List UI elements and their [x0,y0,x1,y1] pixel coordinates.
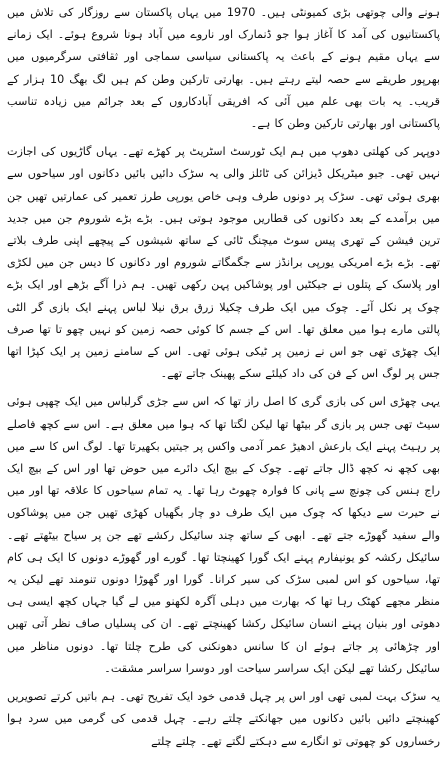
paragraph-1: ہونے والی چوتھی بڑی کمیونٹی ہیں۔ 1970 میں یہاں پاکستان سے روزگار کی تلاش میں پاکستانیوں کی آمد کا آغاز ہوا جو ڈنمارک اور ناروے میں آباد ہونا شروع ہوئے۔ ایک زمانے سے یہاں مقیم ہونے کے باعث یہ پاکستانی سیاسی سماجی اور ثقافتی سرگرمیوں میں بھرپور طریقے سے حصہ لیتے رہتے ہیں۔ بھارتی تارکین وطن کم ہیں لگ بھگ 10 ہزار کے قریب۔ یہ بات بھی علم میں آئی کہ افریقی آبادکاروں کے بعد جرائم میں زیادہ تناسب پاکستانی اور بھارتی تارکین وطن کا ہے۔ [7,6,440,131]
paragraph-4: یہ سڑک بہت لمبی تھی اور اس پر چہل قدمی خود ایک تفریح تھی۔ ہم باتیں کرتے تصویریں کھینچتے دائیں بائیں دکانوں میں جھانکتے چلتے رہے۔ چہل قدمی کی گرمی میں سرد ہوا رخساروں کو چھوتی تو انگارے سے دہکتے لگتے تھے۔ چلتے چلتے [6,690,440,748]
paragraph-2: دوپہر کی کھلتی دھوپ میں ہم ایک ٹورسٹ اسٹریٹ پر کھڑے تھے۔ یہاں گاڑیوں کی اجازت نہیں تھی۔ جیو میٹریکل ڈیزائن کی ٹائلز والی یہ سڑک دائیں بائیں دکانوں اور سیاحوں سے بھری ہوئی تھی۔ سڑک پر دونوں طرف وہی خاص یورپی طرز تعمیر کی عمارتیں تھیں جن میں برآمدے کے بعد دکانوں کی قطاریں موجود ہوتی ہیں۔ بڑے بڑے شوروم جن میں جدید ترین فیشن کے تھری پیس سوٹ میچنگ ٹائی کے ساتھ شیشوں کے پیچھے اپنی طرف بلاتے تھے۔ بڑے بڑے امریکی یورپی برانڈز سے جگمگاتے شوروم اور دکانوں کا دیس جن میں لکڑی اور پلاسک کے پتلوں نے جیکٹیں اور پوشاکیں پہن رکھی تھیں۔ ہم ذرا آگے بڑھے اور ایک بڑے چوک پر نکل آئے۔ چوک میں ایک طرف چکیلا زرق برق نیلا لباس پہنے ایک بازی گر الٹی پالتی مارے ہوا میں معلق تھا۔ اس کے جسم کا کوئی حصہ زمین کو نہیں چھو تا تھا صرف ایک چھڑی تھی جو اس نے زمین پر ٹیکی ہوئی تھی۔ اس کے سامنے زمین پر ایک کپڑا اتھا جس پر لوگ اس کے فن کی داد کیلئے سکے پھینک جاتے تھے۔ [7,145,440,381]
paragraph-3: یہی چھڑی اس کی بازی گری کا اصل راز تھا کہ اس سے جڑی گرلباس میں ایک چھپی ہوئی سیٹ تھی جس پر بازی گر بیٹھا تھا لیکن لگتا تھا کہ ہوا میں معلق ہے۔ اس سے کچھ فاصلے پر رہیٹ پہنے ایک بارعش ادھیڑ عمر آدمی واکس پر جیتیں بکھیرتا تھا۔ لوگ اس کا سے میں بھی کچھ نہ کچھ ڈال جاتے تھے۔ چوک کے بیچ ایک دائرے میں حوض تھا اور اس کے بیچ ایک راج ہنس کی چونچ سے پانی کا فوارہ چھوٹ رہا تھا۔ یہ تمام سیاحوں کا علاقہ تھا اور میں نے حیرت سے دیکھا کہ چوک میں ایک طرف دو چار بگھیاں کھڑی تھیں جن میں پوشاکوں والے سفید گھوڑے جتے تھے۔ ابھی کے ساتھ چند سائیکل رکشے تھے جن پر سیاح بیٹھتے تھے۔ سائیکل رکشہ کو یونیفارم پہنے ایک گورا کھینچتا تھا۔ گورے اور گھوڑے دونوں کا ایک ہی کام تھا، سیاحوں کو اس لمبی سڑک کی سیر کرانا۔ گورا اور گھوڑا دونوں تنومند تھے لیکن یہ منظر مجھے کھٹک رہا تھا کہ بھارت میں دہلی آگرہ لکھنو میں لے گیا جہاں کچھ ایسی ہی دھوتی اور بنیان پہنے انسان سائیکل رکشا کھینچتے تھے۔ ان کی پسلیاں صاف نظر آتی تھیں اور چڑھائی پر جاتے ہوئے ان کا سانس دھونکنی کی طرح چلتا تھا۔ دونوں مناظر میں سائیکل رکشا تھے لیکن ایک سراسر سیاحت اور دوسرا سراسر مشقت۔ [7,395,440,675]
